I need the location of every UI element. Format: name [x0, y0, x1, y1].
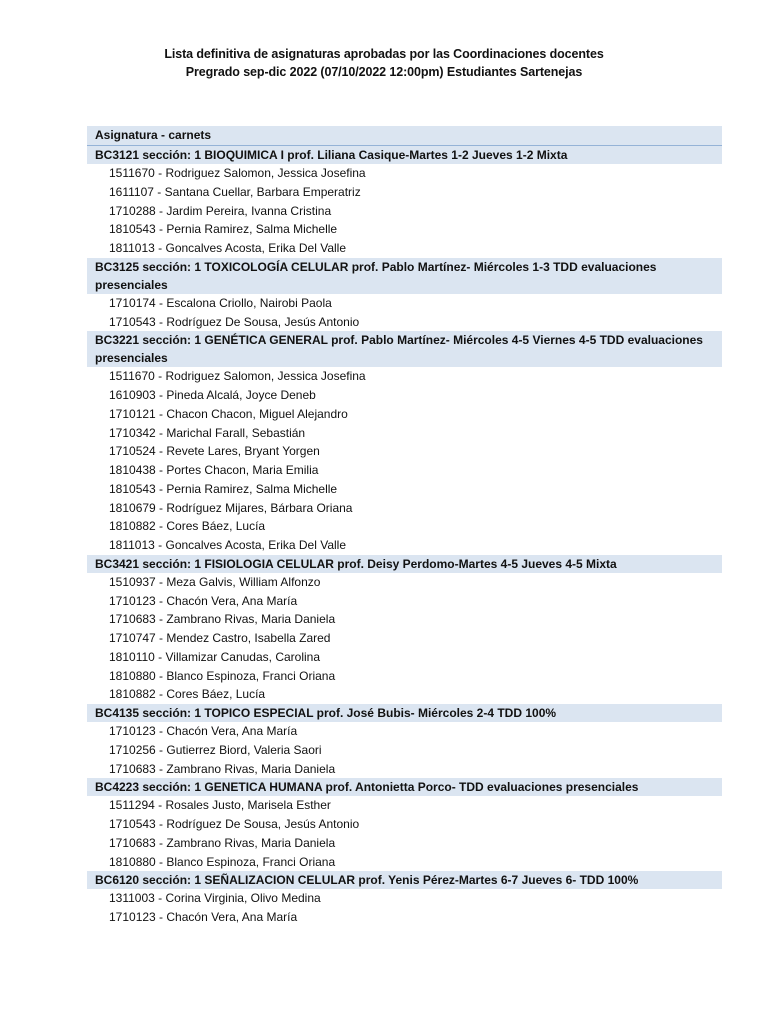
student-row: 1710747 - Mendez Castro, Isabella Zared — [109, 631, 331, 645]
student-row: 1710543 - Rodríguez De Sousa, Jesús Antonio — [109, 817, 360, 831]
student-row: 1810880 - Blanco Espinoza, Franci Oriana — [109, 854, 336, 869]
course-header: BC3125 sección: 1 TOXICOLOGÍA CELULAR prof. Pablo Martínez- Miércoles 1-3 TDD evaluaciones presenciales — [87, 258, 722, 294]
student-row: 1710683 - Zambrano Rivas, Maria Daniela — [109, 835, 336, 850]
student-row: 1710683 - Zambrano Rivas, Maria Daniela — [109, 761, 336, 776]
student-row: 1511670 - Rodriguez Salomon, Jessica Josefina — [109, 166, 366, 180]
table-header: Asignatura - carnets — [87, 126, 722, 146]
student-row: 1811013 - Goncalves Acosta, Erika Del Valle — [109, 538, 347, 552]
student-row: 1710683 - Zambrano Rivas, Maria Daniela — [109, 612, 336, 627]
title-line-1: Lista definitiva de asignaturas aprobadas por las Coordinaciones docentes — [164, 47, 604, 61]
student-row: 1510937 - Meza Galvis, William Alfonzo — [109, 574, 321, 589]
student-row: 1511670 - Rodriguez Salomon, Jessica Josefina — [109, 369, 366, 384]
student-row: 1710256 - Gutierrez Biord, Valeria Saori — [109, 742, 322, 757]
student-row: 1810543 - Pernia Ramirez, Salma Michelle — [109, 481, 338, 496]
student-row: 1610903 - Pineda Alcalá, Joyce Deneb — [109, 388, 316, 402]
student-row: 1810679 - Rodríguez Mijares, Bárbara Oriana — [109, 500, 353, 515]
course-header: BC3221 sección: 1 GENÉTICA GENERAL prof. Pablo Martínez- Miércoles 4-5 Viernes 4-5 TDD evaluaciones presenciales — [87, 331, 722, 367]
student-row: 1311003 - Corina Virginia, Olivo Medina — [109, 891, 321, 906]
student-row: 1810543 - Pernia Ramirez, Salma Michelle — [109, 222, 338, 237]
student-row: 1811013 - Goncalves Acosta, Erika Del Valle — [109, 241, 347, 255]
student-row: 1710342 - Marichal Farall, Sebastián — [109, 425, 306, 440]
course-header: BC6120 sección: 1 SEÑALIZACION CELULAR prof. Yenis Pérez-Martes 6-7 Jueves 6- TDD 100% — [87, 871, 722, 889]
student-row: 1710288 - Jardim Pereira, Ivanna Cristina — [109, 203, 332, 218]
student-row: 1710174 - Escalona Criollo, Nairobi Paola — [109, 295, 332, 310]
student-row: 1710121 - Chacon Chacon, Miguel Alejandro — [109, 406, 348, 421]
title-line-2: Pregrado sep-dic 2022 (07/10/2022 12:00pm) Estudiantes Sartenejas — [185, 65, 583, 79]
student-row: 1710123 - Chacón Vera, Ana María — [109, 910, 298, 924]
student-row: 1710524 - Revete Lares, Bryant Yorgen — [109, 444, 320, 459]
student-row: 1710123 - Chacón Vera, Ana María — [109, 593, 298, 608]
student-row: 1810110 - Villamizar Canudas, Carolina — [109, 649, 321, 664]
course-header: BC4135 sección: 1 TOPICO ESPECIAL prof. José Bubis- Miércoles 2-4 TDD 100% — [87, 704, 722, 722]
student-row: 1810882 - Cores Báez, Lucía — [109, 519, 266, 534]
student-row: 1810880 - Blanco Espinoza, Franci Oriana — [109, 668, 336, 683]
course-header: BC3421 sección: 1 FISIOLOGIA CELULAR prof. Deisy Perdomo-Martes 4-5 Jueves 4-5 Mixta — [87, 555, 722, 573]
course-table — [87, 126, 722, 927]
student-row: 1810438 - Portes Chacon, Maria Emilia — [109, 463, 319, 477]
document-title — [0, 45, 768, 81]
course-header: BC3121 sección: 1 BIOQUIMICA I prof. Liliana Casique-Martes 1-2 Jueves 1-2 Mixta — [87, 146, 722, 164]
student-row: 1511294 - Rosales Justo, Marisela Esther — [109, 798, 331, 813]
student-row: 1710123 - Chacón Vera, Ana María — [109, 724, 298, 738]
student-row: 1710543 - Rodríguez De Sousa, Jesús Antonio — [109, 314, 360, 329]
student-row: 1810882 - Cores Báez, Lucía — [109, 687, 266, 702]
course-header: BC4223 sección: 1 GENETICA HUMANA prof. Antonietta Porco- TDD evaluaciones presenciales — [87, 778, 722, 796]
student-row: 1611107 - Santana Cuellar, Barbara Emperatriz — [109, 184, 361, 199]
